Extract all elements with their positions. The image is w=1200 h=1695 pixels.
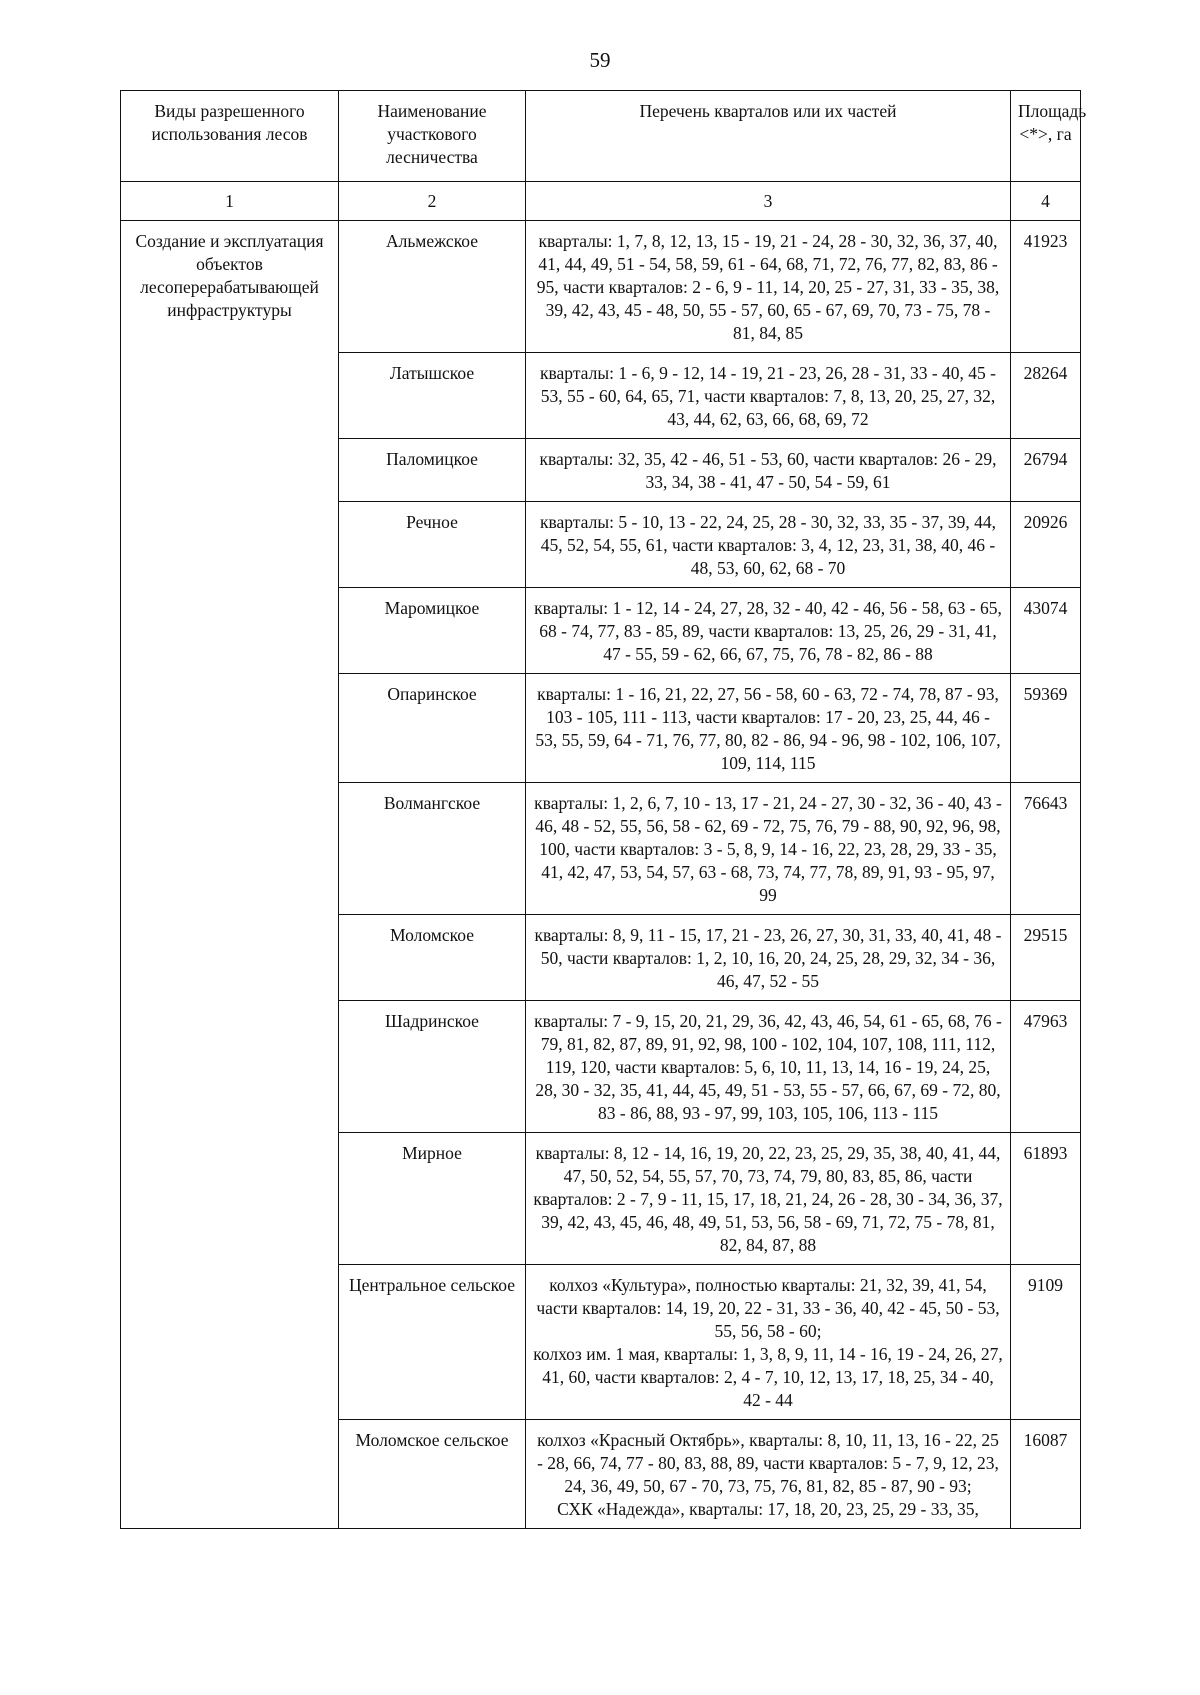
quarters-list-cell: кварталы: 8, 9, 11 - 15, 17, 21 - 23, 26, 27, 30, 31, 33, 40, 41, 48 - 50, части кварталов: 1, 2, 10, 16, 20, 24, 25, 28, 29, 32, 34 - 36, 46, 47, 52 - 55 [526,915,1011,1001]
header-forestry-name: Наименование участкового лесничества [339,91,526,182]
area-cell: 59369 [1011,674,1081,783]
quarters-paragraph: колхоз им. 1 мая, кварталы: 1, 3, 8, 9, 11, 14 - 16, 19 - 24, 26, 27, 41, 60, части кварталов: 2, 4 - 7, 10, 12, 13, 17, 18, 25, 34 - 40, 42 - 44 [533,1344,1003,1410]
forest-use-table [120,90,1087,1529]
forestry-name-cell: Центральное сельское [339,1265,526,1420]
use-kind-cell: Создание и эксплуатация объектов лесоперерабатывающей инфраструктуры [121,221,339,1529]
header-quarters-list: Перечень кварталов или их частей [526,91,1011,182]
quarters-paragraph: колхоз «Культура», полностью кварталы: 21, 32, 39, 41, 54, части кварталов: 14, 19, 20, 22 - 31, 33 - 36, 40, 42 - 45, 50 - 53, 55, 56, 58 - 60; [536,1275,1000,1341]
quarters-list-cell: кварталы: 1 - 16, 21, 22, 27, 56 - 58, 60 - 63, 72 - 74, 78, 87 - 93, 103 - 105, 111 - 113, части кварталов: 17 - 20, 23, 25, 44, 46 - 53, 55, 59, 64 - 71, 76, 77, 80, 82 - 86, 94 - 96, 98 - 102, 106, 107, 109, 114, 115 [526,674,1011,783]
column-number: 1 [121,182,339,221]
quarters-list-cell: кварталы: 1 - 12, 14 - 24, 27, 28, 32 - 40, 42 - 46, 56 - 58, 63 - 65, 68 - 74, 77, 83 - 85, 89, части кварталов: 13, 25, 26, 29 - 31, 41, 47 - 55, 59 - 62, 66, 67, 75, 76, 78 - 82, 86 - 88 [526,588,1011,674]
area-cell: 28264 [1011,353,1081,439]
area-cell: 61893 [1011,1133,1081,1265]
forestry-name-cell: Маромицкое [339,588,526,674]
quarters-list-cell [526,1265,1011,1420]
forestry-name-cell: Латышское [339,353,526,439]
quarters-list-cell: кварталы: 7 - 9, 15, 20, 21, 29, 36, 42, 43, 46, 54, 61 - 65, 68, 76 - 79, 81, 82, 87, 89, 91, 92, 98, 100 - 102, 104, 107, 108, 111, 112, 119, 120, части кварталов: 5, 6, 10, 11, 13, 14, 16 - 19, 24, 25, 28, 30 - 32, 35, 41, 44, 45, 49, 51 - 53, 55 - 57, 66, 67, 69 - 72, 80, 83 - 86, 88, 93 - 97, 99, 103, 105, 106, 113 - 115 [526,1001,1011,1133]
quarters-list-cell: кварталы: 5 - 10, 13 - 22, 24, 25, 28 - 30, 32, 33, 35 - 37, 39, 44, 45, 52, 54, 55, 61, части кварталов: 3, 4, 12, 23, 31, 38, 40, 46 - 48, 53, 60, 62, 68 - 70 [526,502,1011,588]
forestry-name-cell: Моломское сельское [339,1420,526,1529]
area-cell: 47963 [1011,1001,1081,1133]
forestry-name-cell: Мирное [339,1133,526,1265]
column-number: 3 [526,182,1011,221]
quarters-list-cell: кварталы: 1, 2, 6, 7, 10 - 13, 17 - 21, 24 - 27, 30 - 32, 36 - 40, 43 - 46, 48 - 52, 55, 56, 58 - 62, 69 - 72, 75, 76, 79 - 88, 90, 92, 96, 98, 100, части кварталов: 3 - 5, 8, 9, 14 - 16, 22, 23, 28, 29, 33 - 35, 41, 42, 47, 53, 54, 57, 63 - 68, 73, 74, 77, 78, 89, 91, 93 - 95, 97, 99 [526,783,1011,915]
quarters-paragraph: СХК «Надежда», кварталы: 17, 18, 20, 23, 25, 29 - 33, 35, [557,1499,979,1519]
table-row [121,221,1081,353]
quarters-paragraph: колхоз «Красный Октябрь», кварталы: 8, 10, 11, 13, 16 - 22, 25 - 28, 66, 74, 77 - 80, 83, 88, 89, части кварталов: 5 - 7, 9, 12, 23, 24, 36, 49, 50, 67 - 70, 73, 75, 76, 81, 82, 85 - 87, 90 - 93; [537,1430,999,1496]
forestry-name-cell: Моломское [339,915,526,1001]
header-use-kinds: Виды разрешенного использования лесов [121,91,339,182]
area-cell: 29515 [1011,915,1081,1001]
quarters-list-cell: кварталы: 1, 7, 8, 12, 13, 15 - 19, 21 - 24, 28 - 30, 32, 36, 37, 40, 41, 44, 49, 51 - 54, 58, 59, 61 - 64, 68, 71, 72, 76, 77, 82, 83, 86 - 95, части кварталов: 2 - 6, 9 - 11, 14, 20, 25 - 27, 31, 33 - 35, 38, 39, 42, 43, 45 - 48, 50, 55 - 57, 60, 65 - 67, 69, 70, 73 - 75, 78 - 81, 84, 85 [526,221,1011,353]
area-cell: 43074 [1011,588,1081,674]
quarters-list-cell [526,1420,1011,1529]
area-cell: 20926 [1011,502,1081,588]
column-number: 2 [339,182,526,221]
forestry-name-cell: Шадринское [339,1001,526,1133]
forestry-name-cell: Волмангское [339,783,526,915]
forestry-name-cell: Альмежское [339,221,526,353]
forestry-name-cell: Речное [339,502,526,588]
quarters-list-cell: кварталы: 32, 35, 42 - 46, 51 - 53, 60, части кварталов: 26 - 29, 33, 34, 38 - 41, 47 - 50, 54 - 59, 61 [526,439,1011,502]
page-number: 59 [589,48,611,72]
table-header-row [121,91,1081,182]
quarters-list-cell: кварталы: 1 - 6, 9 - 12, 14 - 19, 21 - 23, 26, 28 - 31, 33 - 40, 45 - 53, 55 - 60, 64, 65, 71, части кварталов: 7, 8, 13, 20, 25, 27, 32, 43, 44, 62, 63, 66, 68, 69, 72 [526,353,1011,439]
column-number-row [121,182,1081,221]
area-cell: 26794 [1011,439,1081,502]
quarters-list-cell: кварталы: 8, 12 - 14, 16, 19, 20, 22, 23, 25, 29, 35, 38, 40, 41, 44, 47, 50, 52, 54, 55, 57, 70, 73, 74, 79, 80, 83, 85, 86, части кварталов: 2 - 7, 9 - 11, 15, 17, 18, 21, 24, 26 - 28, 30 - 34, 36, 37, 39, 42, 43, 45, 46, 48, 49, 51, 53, 56, 58 - 69, 71, 72, 75 - 78, 81, 82, 84, 87, 88 [526,1133,1011,1265]
area-cell: 76643 [1011,783,1081,915]
header-area: Площадь <*>, га [1011,91,1081,182]
forestry-name-cell: Паломицкое [339,439,526,502]
column-number: 4 [1011,182,1081,221]
forestry-name-cell: Опаринское [339,674,526,783]
area-cell: 9109 [1011,1265,1081,1420]
area-cell: 16087 [1011,1420,1081,1529]
area-cell: 41923 [1011,221,1081,353]
